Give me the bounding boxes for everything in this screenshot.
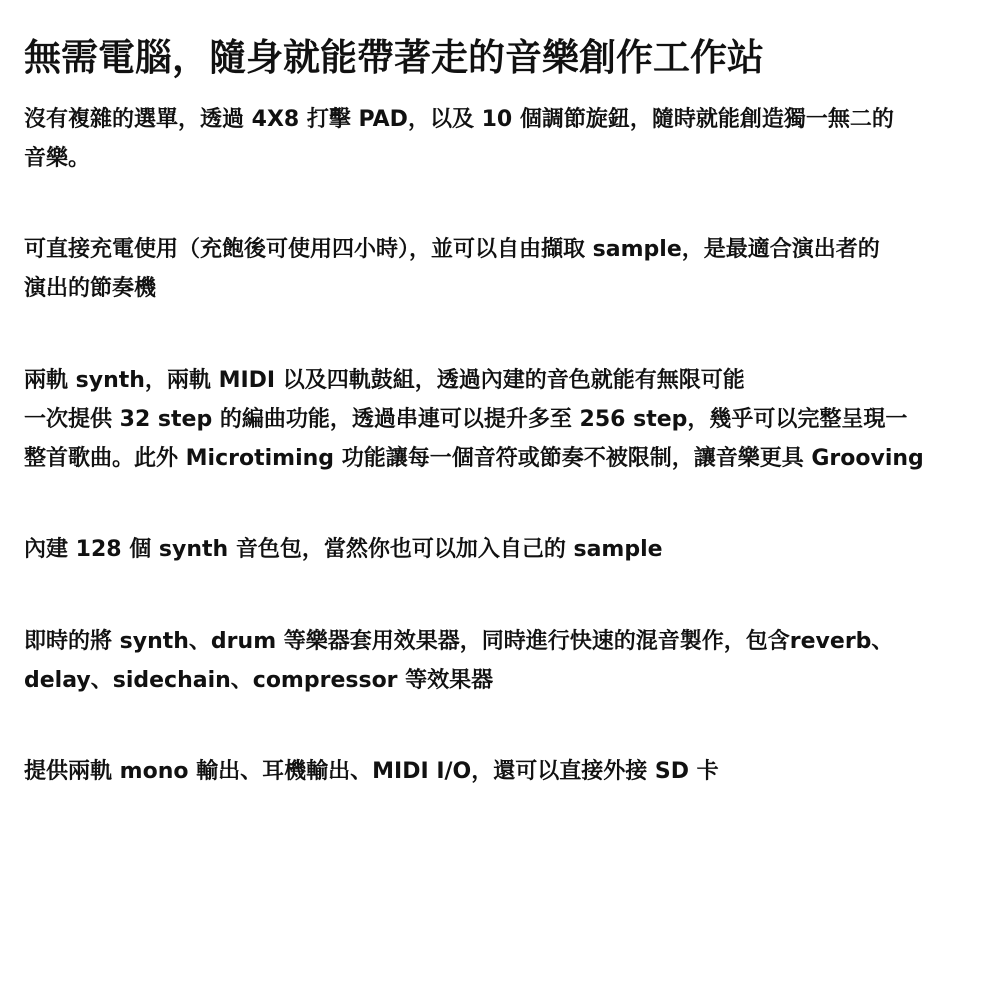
paragraph-line: 整首歌曲。此外 Microtiming 功能讓每一個音符或節奏不被限制，讓音樂更具 Grooving — [24, 446, 924, 471]
paragraph-sounds — [24, 530, 978, 569]
paragraph-tracks — [24, 361, 978, 478]
paragraph-line: 提供兩軌 mono 輸出、耳機輸出、MIDI I/O，還可以直接外接 SD 卡 — [24, 759, 719, 784]
paragraph-intro — [24, 100, 978, 178]
paragraph-line: 可直接充電使用（充飽後可使用四小時），並可以自由擷取 sample，是最適合演出者的 — [24, 237, 880, 262]
paragraph-line: 沒有複雜的選單，透過 4X8 打擊 PAD，以及 10 個調節旋鈕，隨時就能創造獨一無二的 — [24, 107, 894, 132]
paragraph-effects — [24, 622, 978, 700]
page-title: 無需電腦，隨身就能帶著走的音樂創作工作站 — [24, 36, 764, 79]
paragraph-line: 即時的將 synth、drum 等樂器套用效果器，同時進行快速的混音製作，包含reverb、 — [24, 629, 894, 654]
paragraph-line: 兩軌 synth，兩軌 MIDI 以及四軌鼓組，透過內建的音色就能有無限可能 — [24, 368, 745, 393]
paragraph-line: delay、sidechain、compressor 等效果器 — [24, 668, 494, 693]
paragraph-line: 音樂。 — [24, 146, 91, 171]
paragraph-line: 演出的節奏機 — [24, 276, 157, 301]
paragraph-io — [24, 752, 978, 791]
paragraph-line: 一次提供 32 step 的編曲功能，透過串連可以提升多至 256 step，幾乎可以完整呈現一 — [24, 407, 908, 432]
paragraph-power — [24, 230, 978, 308]
paragraph-line: 內建 128 個 synth 音色包，當然你也可以加入自己的 sample — [24, 537, 663, 562]
